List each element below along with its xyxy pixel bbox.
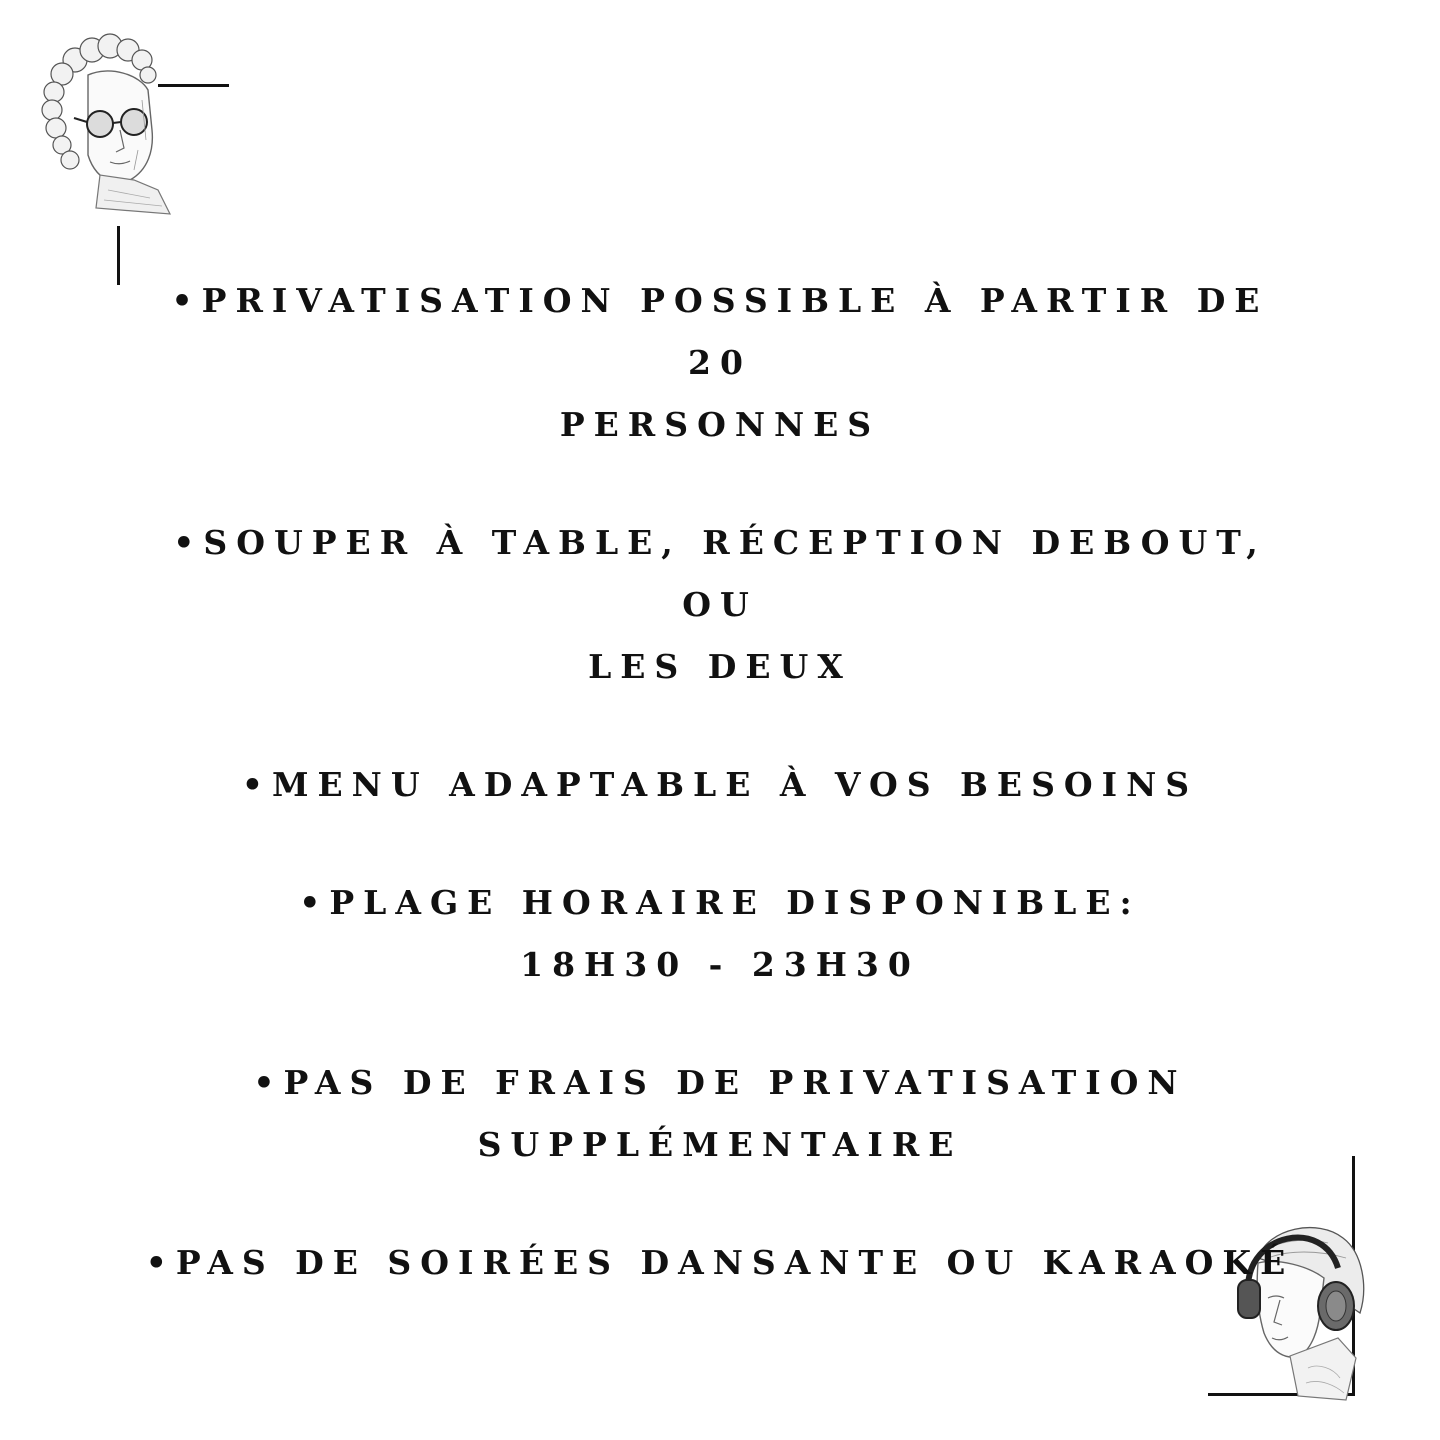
info-line: LES DEUX bbox=[588, 647, 852, 686]
top-left-vertical-line bbox=[117, 226, 120, 285]
info-list bbox=[140, 270, 1300, 1350]
info-item-fees bbox=[140, 1052, 1300, 1176]
info-line: •SOUPER À TABLE, RÉCEPTION DEBOUT, OU bbox=[173, 523, 1267, 624]
info-line: 18H30 - 23H30 bbox=[520, 945, 920, 984]
info-line: •PRIVATISATION POSSIBLE À PARTIR DE 20 bbox=[171, 281, 1269, 382]
info-item-restrictions bbox=[140, 1232, 1300, 1294]
info-item-time-slot bbox=[140, 872, 1300, 996]
info-item-privatisation-minimum bbox=[140, 270, 1300, 456]
info-line: SUPPLÉMENTAIRE bbox=[477, 1125, 963, 1164]
statue-with-sunglasses-icon bbox=[30, 30, 180, 220]
info-line: •PAS DE SOIRÉES DANSANTE OU KARAOKÉ bbox=[145, 1243, 1295, 1282]
info-line: •PLAGE HORAIRE DISPONIBLE: bbox=[299, 883, 1141, 922]
info-line: •MENU ADAPTABLE À VOS BESOINS bbox=[241, 765, 1199, 804]
info-line: PERSONNES bbox=[559, 405, 881, 444]
info-item-service-format bbox=[140, 512, 1300, 698]
info-line: •PAS DE FRAIS DE PRIVATISATION bbox=[253, 1063, 1187, 1102]
info-item-menu bbox=[140, 754, 1300, 816]
